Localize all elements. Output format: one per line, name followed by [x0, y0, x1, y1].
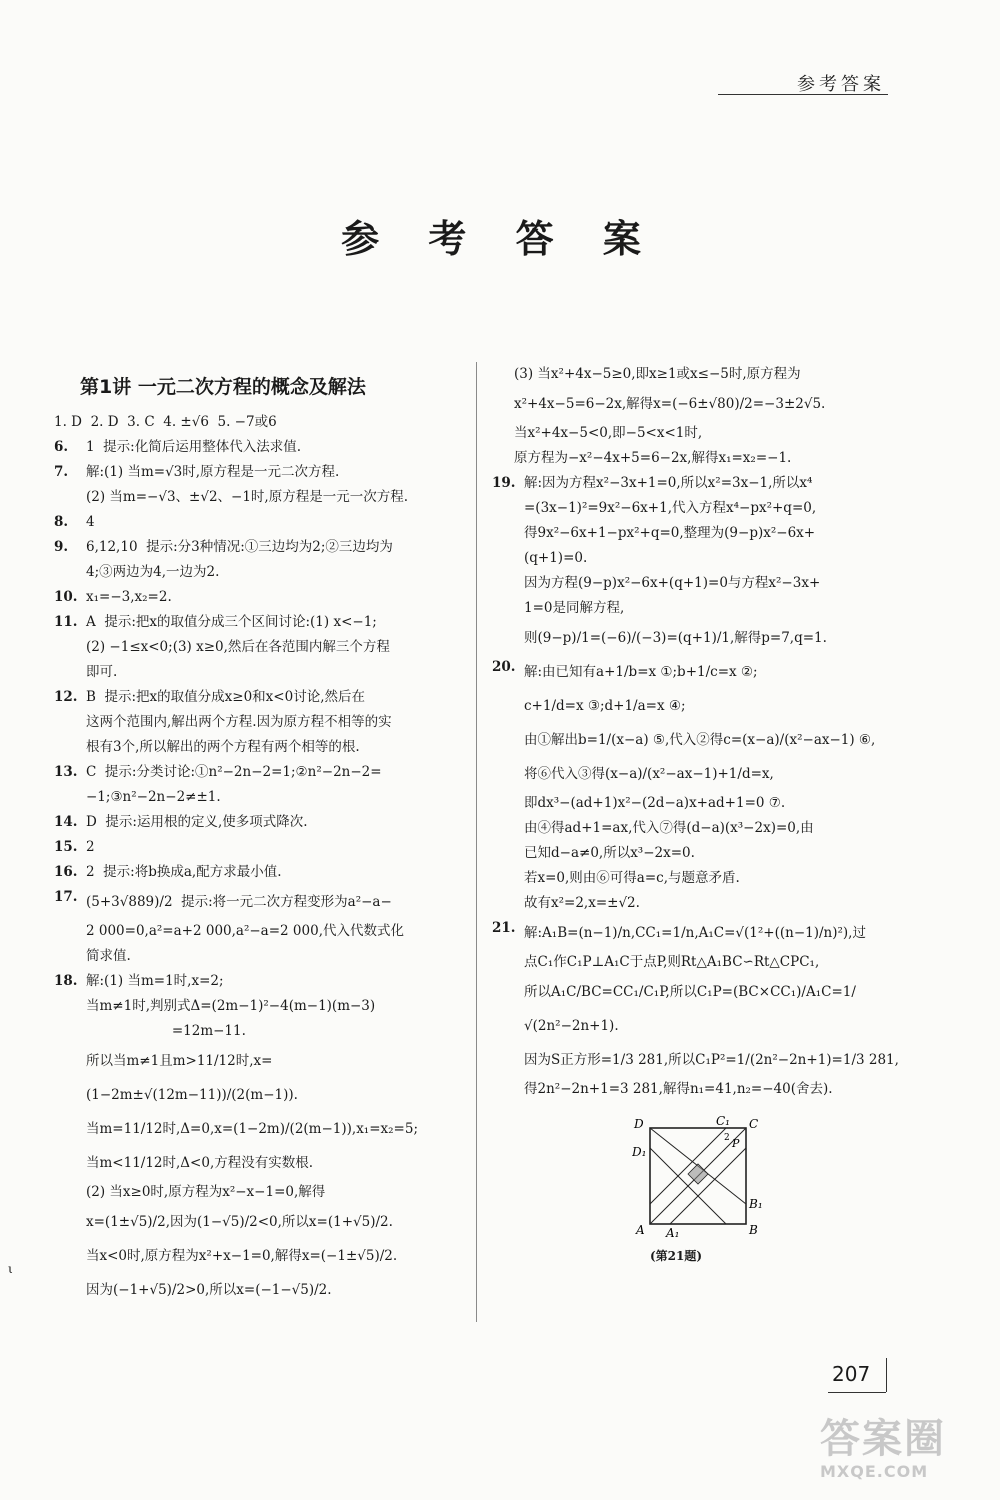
- answer-number: 8.: [54, 514, 69, 530]
- right-column: [492, 362, 904, 1269]
- label-b: B: [749, 1223, 758, 1237]
- answer-line: 得9x²−6x+1−px²+q=0,整理为(9−p)x²−6x+: [524, 525, 816, 541]
- answer-line: 已知d−a≠0,所以x³−2x=0.: [524, 845, 695, 861]
- label-2: 2: [724, 1133, 730, 1143]
- line-c1-a: [650, 1128, 726, 1204]
- answer-line: 解:(1) 当m=√3时,原方程是一元二次方程.: [86, 464, 340, 480]
- answer-line: 即可.: [86, 664, 118, 680]
- answer-line: 6,12,10 提示:分3种情况:①三边均为2;②三边均为: [86, 539, 393, 555]
- answer-item: [54, 435, 462, 460]
- label-c1: C₁: [716, 1116, 730, 1128]
- label-a1: A₁: [666, 1226, 680, 1238]
- answer-number: 11.: [54, 614, 78, 630]
- answer-line: 2 提示:将b换成a,配方求最小值.: [86, 864, 282, 880]
- running-header: 参考答案: [797, 74, 885, 95]
- header-rule: [718, 94, 888, 95]
- answer-number: 15.: [54, 839, 78, 855]
- label-p: P: [732, 1137, 740, 1150]
- answer-line: =12m−11.: [86, 1023, 246, 1039]
- answer-item: [54, 585, 462, 610]
- answer-number: 6.: [54, 439, 69, 455]
- answer-number: 17.: [54, 889, 78, 905]
- answer-line: B 提示:把x的取值分成x≥0和x<0讨论,然后在: [86, 689, 365, 705]
- answer-line: c+1/d=x ③;d+1/a=x ④;: [524, 698, 686, 714]
- answer-line: x₁=−3,x₂=2.: [86, 589, 172, 605]
- answer-line: 解:(1) 当m=1时,x=2;: [86, 973, 224, 989]
- section-title: 第1讲 一元二次方程的概念及解法: [80, 376, 366, 398]
- answer-item: [492, 471, 904, 655]
- answer-line: 由④得ad+1=ax,代入⑦得(d−a)(x³−2x)=0,由: [524, 820, 814, 836]
- answer-item: [54, 510, 462, 535]
- answer-line: 所以当m≠1且m>11/12时,x=(1−2m±√(12m−11))/(2(m−1)).: [86, 1053, 298, 1103]
- answer-line: 这两个范围内,解出两个方程.因为原方程不相等的实: [86, 714, 392, 730]
- watermark-url: MXQE.COM: [820, 1462, 929, 1481]
- page-number-rule-vertical: [886, 1358, 887, 1392]
- answer-line: 得2n²−2n+1=3 281,解得n₁=41,n₂=−40(舍去).: [524, 1081, 833, 1097]
- answer-line: =(3x−1)²=9x²−6x+1,代入方程x⁴−px²+q=0,: [524, 500, 817, 516]
- answer-line: 简求值.: [86, 948, 131, 964]
- answer-item: [54, 610, 462, 685]
- answer-line: (q+1)=0.: [524, 550, 588, 566]
- answer-number: 20.: [492, 659, 516, 675]
- answer-line: A 提示:把x的取值分成三个区间讨论:(1) x<−1;: [86, 614, 377, 630]
- answer-item: [54, 835, 462, 860]
- answer-line: 即dx³−(ad+1)x²−(2d−a)x+ad+1=0 ⑦.: [524, 795, 786, 811]
- answer-line: 点C₁作C₁P⊥A₁C于点P,则Rt△A₁BC∽Rt△CPC₁,: [524, 954, 820, 970]
- answer-item: [54, 685, 462, 760]
- answer-number: 9.: [54, 539, 69, 555]
- answer-line: (2) 当m=−√3、±√2、−1时,原方程是一元一次方程.: [86, 489, 409, 505]
- answer-line: (2) −1≤x<0;(3) x≥0,然后在各范围内解三个方程: [86, 639, 390, 655]
- answer-item: [492, 655, 904, 916]
- answer-line: 因为S正方形=1/3 281,所以C₁P²=1/(2n²−2n+1)=1/3 281,: [524, 1052, 899, 1068]
- answer-line: 4;③两边为4,一边为2.: [86, 564, 220, 580]
- watermark-logo-text: 答案圈: [820, 1416, 946, 1462]
- answer-item: [54, 760, 462, 810]
- answer-line: 当x<0时,原方程为x²+x−1=0,解得x=(−1±√5)/2.: [86, 1248, 398, 1264]
- answer-line: 所以A₁C/BC=CC₁/C₁P,所以C₁P=(BC×CC₁)/A₁C=1/√(2n²−2n+1).: [524, 984, 856, 1034]
- answer-line: 解:A₁B=(n−1)/n,CC₁=1/n,A₁C=√(1²+((n−1)/n)²),过: [524, 925, 866, 941]
- label-d: D: [634, 1117, 644, 1131]
- left-answer-list: [54, 410, 462, 1307]
- answer-item: [54, 885, 462, 969]
- answer-line: 当m=11/12时,Δ=0,x=(1−2m)/(2(m−1)),x₁=x₂=5;: [86, 1121, 419, 1137]
- answer-number: 14.: [54, 814, 78, 830]
- page-number-rule-horizontal: [828, 1392, 886, 1393]
- shaded-inner-square: [688, 1164, 708, 1184]
- margin-mark: ι: [8, 1262, 13, 1276]
- label-d1: D₁: [632, 1145, 647, 1159]
- answer-line: 解:由已知有a+1/b=x ①;b+1/c=x ②;: [524, 664, 758, 680]
- answer-line: 若x=0,则由⑥可得a=c,与题意矛盾.: [524, 870, 740, 886]
- answer-number: 16.: [54, 864, 78, 880]
- answer-line: (3) 当x²+4x−5≥0,即x≥1或x≤−5时,原方程为: [514, 366, 801, 382]
- label-c: C: [749, 1117, 759, 1131]
- answer-line: x²+4x−5=6−2x,解得x=(−6±√80)/2=−3±2√5.: [514, 396, 826, 412]
- answer-line: 1. D 2. D 3. C 4. ±√6 5. −7或6: [54, 414, 277, 430]
- answer-line: 4: [86, 514, 95, 530]
- answer-line: 当m≠1时,判别式Δ=(2m−1)²−4(m−1)(m−3): [86, 998, 376, 1014]
- answer-line: 当x²+4x−5<0,即−5<x<1时,: [514, 425, 703, 441]
- answer-item: [54, 810, 462, 835]
- answer-line: 故有x²=2,x=±√2.: [524, 895, 640, 911]
- answer-number: 18.: [54, 973, 78, 989]
- answer-line: 2 000=0,a²=a+2 000,a²−a=2 000,代入代数式化: [86, 923, 404, 939]
- figure-caption: (第21题): [650, 1249, 703, 1263]
- answer-line: x=(1±√5)/2,因为(1−√5)/2<0,所以x=(1+√5)/2.: [86, 1214, 393, 1230]
- answer-item: [492, 362, 904, 471]
- answer-item: [54, 460, 462, 510]
- answer-line: 2: [86, 839, 95, 855]
- answer-line: 则(9−p)/1=(−6)/(−3)=(q+1)/1,解得p=7,q=1.: [524, 630, 827, 646]
- column-divider: [476, 362, 477, 1322]
- label-a: A: [636, 1223, 645, 1237]
- answer-number: 19.: [492, 475, 516, 491]
- answer-line: C 提示:分类讨论:①n²−2n−2=1;②n²−2n−2=: [86, 764, 382, 780]
- answer-number: 21.: [492, 920, 516, 936]
- answer-number: 10.: [54, 589, 78, 605]
- answer-item: [492, 916, 904, 1102]
- answer-number: 7.: [54, 464, 69, 480]
- answer-line: 因为(−1+√5)/2>0,所以x=(−1−√5)/2.: [86, 1282, 332, 1298]
- answer-line: (2) 当x≥0时,原方程为x²−x−1=0,解得: [86, 1184, 326, 1200]
- answer-line: 将⑥代入③得(x−a)/(x²−ax−1)+1/d=x,: [524, 766, 774, 782]
- answer-line: D 提示:运用根的定义,使多项式降次.: [86, 814, 308, 830]
- geometry-figure-21: [632, 1116, 772, 1238]
- watermark: [820, 1416, 996, 1496]
- answer-line: 解:因为方程x²−3x+1=0,所以x²=3x−1,所以x⁴: [524, 475, 813, 491]
- answer-item: [54, 535, 462, 585]
- answer-line: 1 提示:化简后运用整体代入法求值.: [86, 439, 302, 455]
- left-column: [54, 372, 462, 1307]
- label-b1: B₁: [749, 1197, 763, 1211]
- page-title: 参 考 答 案: [341, 217, 659, 261]
- answer-line: 因为方程(9−p)x²−6x+(q+1)=0与方程x²−3x+: [524, 575, 821, 591]
- line-a1-b: [670, 1148, 746, 1224]
- answer-line: 根有3个,所以解出的两个方程有两个相等的根.: [86, 739, 360, 755]
- answer-number: 12.: [54, 689, 78, 705]
- answer-line: 原方程为−x²−4x+5=6−2x,解得x₁=x₂=−1.: [514, 450, 792, 466]
- answer-number: 13.: [54, 764, 78, 780]
- answer-item: [54, 969, 462, 1307]
- answer-line: 1=0是同解方程,: [524, 600, 625, 616]
- answer-line: (5+3√889)/2 提示:将一元二次方程变形为a²−a−: [86, 894, 392, 910]
- answer-line: 当m<11/12时,Δ<0,方程没有实数根.: [86, 1155, 314, 1171]
- answer-line: 由①解出b=1/(x−a) ⑤,代入②得c=(x−a)/(x²−ax−1) ⑥,: [524, 732, 876, 748]
- right-answer-list: [492, 362, 904, 1102]
- page-number: 207: [832, 1362, 871, 1386]
- answer-item: [54, 410, 462, 435]
- answer-line: −1;③n²−2n−2≠±1.: [86, 789, 221, 805]
- answer-item: [54, 860, 462, 885]
